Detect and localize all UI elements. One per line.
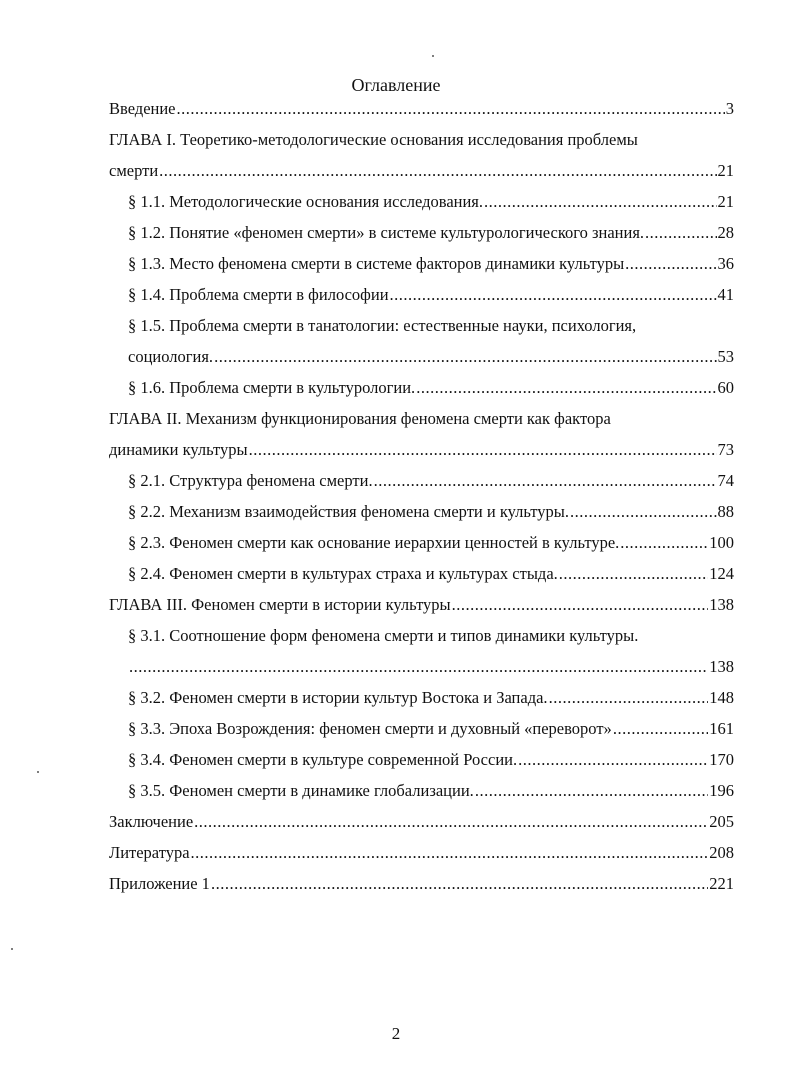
toc-entry-page: 36 xyxy=(717,254,734,273)
toc-entry-title: ГЛАВА III. Феномен смерти в истории культуры xyxy=(109,595,451,614)
scan-speck xyxy=(37,771,39,773)
toc-entry-page: 3 xyxy=(725,99,734,118)
toc-entry-title: Введение xyxy=(109,99,176,118)
toc-section-entry[interactable] xyxy=(109,719,734,739)
dot-leader xyxy=(645,223,716,243)
toc-chapter-entry[interactable] xyxy=(109,409,734,460)
dot-leader xyxy=(549,688,709,708)
dot-leader xyxy=(570,502,717,522)
toc-section-entry[interactable] xyxy=(109,626,734,677)
toc-entry-title: § 1.6. Проблема смерти в культурологии. xyxy=(128,378,416,397)
toc-entry-page: 221 xyxy=(709,874,734,893)
toc-entry-page: 53 xyxy=(717,347,734,366)
toc-entry-page: 170 xyxy=(709,750,734,769)
toc-entry-title-line1: § 1.5. Проблема смерти в танатологии: естественные науки, психология, xyxy=(128,316,637,335)
toc-entry-title: Приложение 1 xyxy=(109,874,210,893)
dot-leader xyxy=(416,378,716,398)
toc-section-entry[interactable] xyxy=(109,502,734,522)
toc-section-entry[interactable] xyxy=(109,688,734,708)
dot-leader xyxy=(390,285,717,305)
dot-leader xyxy=(194,812,708,832)
dot-leader xyxy=(211,874,708,894)
toc-entry-title: Заключение xyxy=(109,812,194,831)
toc-entry-page: 60 xyxy=(717,378,734,397)
toc-entry-title: социология. xyxy=(128,347,214,366)
toc-entry-page: 100 xyxy=(709,533,734,552)
toc-section-entry[interactable] xyxy=(109,564,734,584)
toc-entry-page: 74 xyxy=(717,471,734,490)
toc-section-entry[interactable] xyxy=(109,223,734,243)
toc-chapter-entry[interactable] xyxy=(109,595,734,615)
toc-section-entry[interactable] xyxy=(109,378,734,398)
toc-entry-page: 208 xyxy=(709,843,734,862)
toc-chapter-entry[interactable] xyxy=(109,843,734,863)
toc-entry-title: смерти xyxy=(109,161,159,180)
toc-entry-title-line1: ГЛАВА II. Механизм функционирования феномена смерти как фактора xyxy=(109,409,611,428)
toc-entry-title: § 3.2. Феномен смерти в истории культур Востока и Запада. xyxy=(128,688,548,707)
toc-entry-line2 xyxy=(109,440,734,460)
toc-entry-line2 xyxy=(128,347,734,367)
toc-entry-title: § 2.1. Структура феномена смерти. xyxy=(128,471,373,490)
toc-section-entry[interactable] xyxy=(109,533,734,553)
toc-chapter-entry[interactable] xyxy=(109,99,734,119)
toc-entry-page: 41 xyxy=(717,285,734,304)
dot-leader xyxy=(214,347,716,367)
dot-leader xyxy=(559,564,708,584)
toc-entry-page: 138 xyxy=(709,657,734,676)
toc-chapter-entry[interactable] xyxy=(109,130,734,181)
toc-entry-page: 21 xyxy=(717,161,734,180)
dot-leader xyxy=(249,440,717,460)
toc-section-entry[interactable] xyxy=(109,285,734,305)
toc-entry-page: 161 xyxy=(709,719,734,738)
dot-leader xyxy=(613,719,708,739)
toc-entry-line2 xyxy=(109,161,734,181)
toc-entry-page: 124 xyxy=(709,564,734,583)
toc-entry-title: динамики культуры xyxy=(109,440,248,459)
dot-leader xyxy=(191,843,709,863)
toc-entry-title: § 1.2. Понятие «феномен смерти» в системе культурологического знания. xyxy=(128,223,645,242)
dot-leader xyxy=(177,99,725,119)
toc-entry-title: § 3.3. Эпоха Возрождения: феномен смерти и духовный «переворот» xyxy=(128,719,612,738)
toc-section-entry[interactable] xyxy=(109,316,734,367)
toc-entry-title: § 2.3. Феномен смерти как основание иерархии ценностей в культуре. xyxy=(128,533,620,552)
toc-entry-title: § 3.4. Феномен смерти в культуре современной России. xyxy=(128,750,518,769)
toc-section-entry[interactable] xyxy=(109,471,734,491)
toc-entry-page: 73 xyxy=(717,440,734,459)
page-number: 2 xyxy=(391,1024,401,1043)
dot-leader xyxy=(475,781,708,801)
table-of-contents xyxy=(109,99,734,905)
toc-entry-title: § 1.4. Проблема смерти в философии xyxy=(128,285,389,304)
scan-speck xyxy=(432,55,434,57)
toc-entry-line2 xyxy=(128,657,734,677)
toc-entry-page: 148 xyxy=(709,688,734,707)
toc-entry-title: § 2.4. Феномен смерти в культурах страха и культурах стыда. xyxy=(128,564,558,583)
dot-leader xyxy=(620,533,708,553)
toc-section-entry[interactable] xyxy=(109,192,734,212)
toc-entry-title-line1: § 3.1. Соотношение форм феномена смерти и типов динамики культуры. xyxy=(128,626,639,645)
toc-entry-title-line1: ГЛАВА I. Теоретико-методологические основания исследования проблемы xyxy=(109,130,638,149)
dot-leader xyxy=(484,192,716,212)
toc-entry-title: § 2.2. Механизм взаимодействия феномена смерти и культуры. xyxy=(128,502,569,521)
toc-entry-page: 205 xyxy=(709,812,734,831)
toc-entry-title: § 1.3. Место феномена смерти в системе факторов динамики культуры xyxy=(128,254,625,273)
toc-entry-page: 21 xyxy=(717,192,734,211)
toc-entry-page: 28 xyxy=(717,223,734,242)
toc-chapter-entry[interactable] xyxy=(109,874,734,894)
scan-speck xyxy=(11,948,13,950)
dot-leader xyxy=(518,750,708,770)
toc-section-entry[interactable] xyxy=(109,254,734,274)
toc-entry-title: § 3.5. Феномен смерти в динамике глобализации. xyxy=(128,781,474,800)
toc-section-entry[interactable] xyxy=(109,750,734,770)
dot-leader xyxy=(374,471,717,491)
toc-entry-title: Литература xyxy=(109,843,190,862)
dot-leader xyxy=(625,254,716,274)
toc-chapter-entry[interactable] xyxy=(109,812,734,832)
toc-entry-page: 196 xyxy=(709,781,734,800)
dot-leader xyxy=(159,161,716,181)
toc-entry-page: 88 xyxy=(717,502,734,521)
toc-entry-title: § 1.1. Методологические основания исследования. xyxy=(128,192,484,211)
toc-title: Оглавление xyxy=(351,75,441,95)
dot-leader xyxy=(129,657,708,677)
dot-leader xyxy=(452,595,709,615)
toc-entry-page: 138 xyxy=(709,595,734,614)
toc-section-entry[interactable] xyxy=(109,781,734,801)
